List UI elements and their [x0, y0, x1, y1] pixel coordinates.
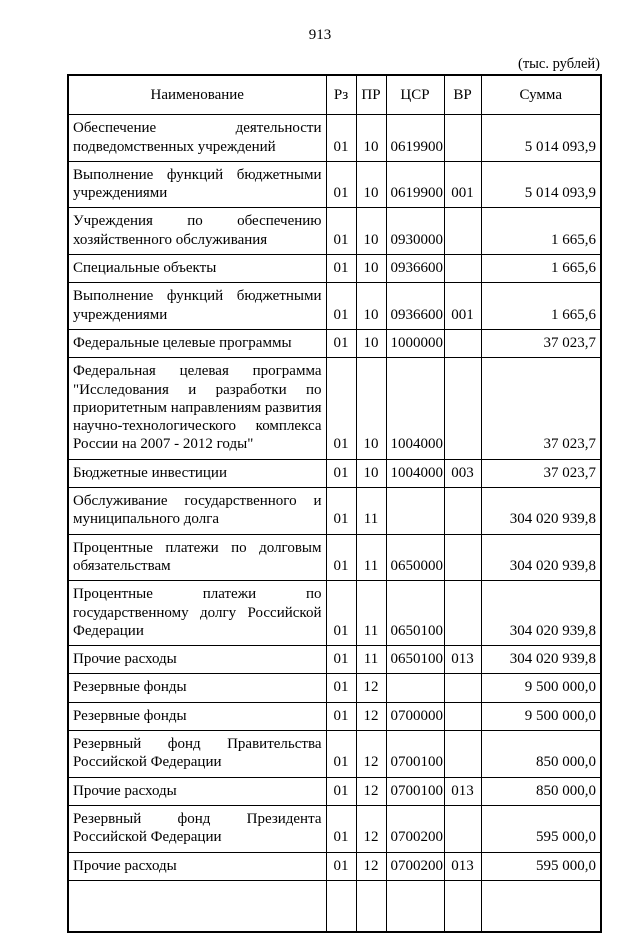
vr-cell: [444, 702, 481, 730]
spacer-cell: [444, 880, 481, 932]
summa-cell: 1 665,6: [481, 283, 601, 330]
rz-cell: 01: [326, 255, 356, 283]
name-cell: Федеральные целевые программы: [68, 329, 326, 357]
rz-cell: 01: [326, 534, 356, 581]
summa-cell: 595 000,0: [481, 852, 601, 880]
header-name: Наименование: [68, 75, 326, 115]
name-cell: Специальные объекты: [68, 255, 326, 283]
csr-cell: [386, 674, 444, 702]
rz-cell: 01: [326, 283, 356, 330]
table-row: [68, 731, 601, 778]
summa-cell: 850 000,0: [481, 777, 601, 805]
pr-cell: 12: [356, 805, 386, 852]
vr-cell: [444, 805, 481, 852]
rz-cell: 01: [326, 329, 356, 357]
vr-cell: [444, 534, 481, 581]
csr-cell: 0700100: [386, 731, 444, 778]
vr-cell: [444, 115, 481, 162]
vr-cell: 003: [444, 459, 481, 487]
name-cell: Выполнение функций бюджетными учреждениями: [68, 283, 326, 330]
csr-cell: 0936600: [386, 255, 444, 283]
summa-cell: 5 014 093,9: [481, 161, 601, 208]
rz-cell: 01: [326, 777, 356, 805]
table-row: [68, 581, 601, 646]
rz-cell: 01: [326, 358, 356, 459]
summa-cell: 5 014 093,9: [481, 115, 601, 162]
rz-cell: 01: [326, 731, 356, 778]
pr-cell: 10: [356, 358, 386, 459]
name-cell: Резервный фонд Правительства Российской Федерации: [68, 731, 326, 778]
vr-cell: [444, 488, 481, 535]
vr-cell: 013: [444, 646, 481, 674]
summa-cell: 595 000,0: [481, 805, 601, 852]
table-row: [68, 646, 601, 674]
name-cell: Прочие расходы: [68, 777, 326, 805]
table-row: [68, 208, 601, 255]
rz-cell: 01: [326, 161, 356, 208]
vr-cell: [444, 329, 481, 357]
name-cell: Обеспечение деятельности подведомственных учреждений: [68, 115, 326, 162]
summa-cell: 1 665,6: [481, 208, 601, 255]
table-row: [68, 459, 601, 487]
csr-cell: [386, 488, 444, 535]
name-cell: Прочие расходы: [68, 646, 326, 674]
pr-cell: 12: [356, 674, 386, 702]
csr-cell: 0619900: [386, 115, 444, 162]
name-cell: Резервные фонды: [68, 674, 326, 702]
name-cell: Выполнение функций бюджетными учреждениями: [68, 161, 326, 208]
spacer-cell: [386, 880, 444, 932]
pr-cell: 10: [356, 115, 386, 162]
csr-cell: 0700200: [386, 805, 444, 852]
vr-cell: 013: [444, 777, 481, 805]
table-header: [68, 75, 601, 115]
name-cell: Обслуживание государственного и муниципального долга: [68, 488, 326, 535]
name-cell: Прочие расходы: [68, 852, 326, 880]
pr-cell: 12: [356, 731, 386, 778]
rz-cell: 01: [326, 488, 356, 535]
name-cell: Бюджетные инвестиции: [68, 459, 326, 487]
vr-cell: [444, 255, 481, 283]
rz-cell: 01: [326, 674, 356, 702]
rz-cell: 01: [326, 852, 356, 880]
table-row: [68, 255, 601, 283]
pr-cell: 12: [356, 852, 386, 880]
table-row: [68, 358, 601, 459]
vr-cell: [444, 581, 481, 646]
csr-cell: 0619900: [386, 161, 444, 208]
table-row: [68, 674, 601, 702]
table-footer: [68, 880, 601, 932]
table-row: [68, 329, 601, 357]
pr-cell: 12: [356, 702, 386, 730]
summa-cell: 9 500 000,0: [481, 674, 601, 702]
pr-cell: 11: [356, 488, 386, 535]
rz-cell: 01: [326, 115, 356, 162]
spacer-cell: [326, 880, 356, 932]
vr-cell: [444, 208, 481, 255]
spacer-cell: [356, 880, 386, 932]
table-row: [68, 702, 601, 730]
table-row: [68, 115, 601, 162]
vr-cell: 001: [444, 283, 481, 330]
rz-cell: 01: [326, 646, 356, 674]
vr-cell: [444, 674, 481, 702]
csr-cell: 0650100: [386, 581, 444, 646]
pr-cell: 10: [356, 329, 386, 357]
summa-cell: 304 020 939,8: [481, 488, 601, 535]
page-content: [67, 56, 600, 933]
summa-cell: 304 020 939,8: [481, 534, 601, 581]
spacer-cell: [481, 880, 601, 932]
table-row: [68, 805, 601, 852]
spacer-row: [68, 880, 601, 932]
summa-cell: 37 023,7: [481, 329, 601, 357]
name-cell: Процентные платежи по долговым обязательствам: [68, 534, 326, 581]
budget-table: [67, 74, 602, 933]
table-row: [68, 534, 601, 581]
pr-cell: 10: [356, 283, 386, 330]
csr-cell: 0936600: [386, 283, 444, 330]
csr-cell: 1000000: [386, 329, 444, 357]
pr-cell: 10: [356, 459, 386, 487]
name-cell: Учреждения по обеспечению хозяйственного обслуживания: [68, 208, 326, 255]
summa-cell: 850 000,0: [481, 731, 601, 778]
csr-cell: 0700000: [386, 702, 444, 730]
summa-cell: 1 665,6: [481, 255, 601, 283]
csr-cell: 0700200: [386, 852, 444, 880]
pr-cell: 10: [356, 161, 386, 208]
name-cell: Федеральная целевая программа "Исследования и разработки по приоритетным направлениям развития научно-технологического комплекса России на 2007 - 2012 годы": [68, 358, 326, 459]
pr-cell: 11: [356, 534, 386, 581]
csr-cell: 0650000: [386, 534, 444, 581]
pr-cell: 11: [356, 646, 386, 674]
header-rz: Рз: [326, 75, 356, 115]
table-row: [68, 488, 601, 535]
table-row: [68, 161, 601, 208]
table-row: [68, 852, 601, 880]
spacer-cell: [68, 880, 326, 932]
csr-cell: 0700100: [386, 777, 444, 805]
table-body: [68, 115, 601, 881]
summa-cell: 304 020 939,8: [481, 646, 601, 674]
vr-cell: 001: [444, 161, 481, 208]
page-number: 913: [308, 27, 332, 43]
rz-cell: 01: [326, 581, 356, 646]
header-vr: ВР: [444, 75, 481, 115]
pr-cell: 12: [356, 777, 386, 805]
vr-cell: 013: [444, 852, 481, 880]
rz-cell: 01: [326, 459, 356, 487]
summa-cell: 304 020 939,8: [481, 581, 601, 646]
csr-cell: 1004000: [386, 358, 444, 459]
table-row: [68, 283, 601, 330]
csr-cell: 1004000: [386, 459, 444, 487]
rz-cell: 01: [326, 805, 356, 852]
pr-cell: 10: [356, 255, 386, 283]
summa-cell: 37 023,7: [481, 358, 601, 459]
rz-cell: 01: [326, 702, 356, 730]
rz-cell: 01: [326, 208, 356, 255]
header-summa: Сумма: [481, 75, 601, 115]
csr-cell: 0650100: [386, 646, 444, 674]
summa-cell: 9 500 000,0: [481, 702, 601, 730]
csr-cell: 0930000: [386, 208, 444, 255]
summa-cell: 37 023,7: [481, 459, 601, 487]
header-pr: ПР: [356, 75, 386, 115]
header-row: [68, 75, 601, 115]
vr-cell: [444, 358, 481, 459]
pr-cell: 10: [356, 208, 386, 255]
name-cell: Резервный фонд Президента Российской Федерации: [68, 805, 326, 852]
units-label: (тыс. рублей): [518, 56, 600, 72]
vr-cell: [444, 731, 481, 778]
header-csr: ЦСР: [386, 75, 444, 115]
pr-cell: 11: [356, 581, 386, 646]
table-row: [68, 777, 601, 805]
name-cell: Резервные фонды: [68, 702, 326, 730]
name-cell: Процентные платежи по государственному долгу Российской Федерации: [68, 581, 326, 646]
